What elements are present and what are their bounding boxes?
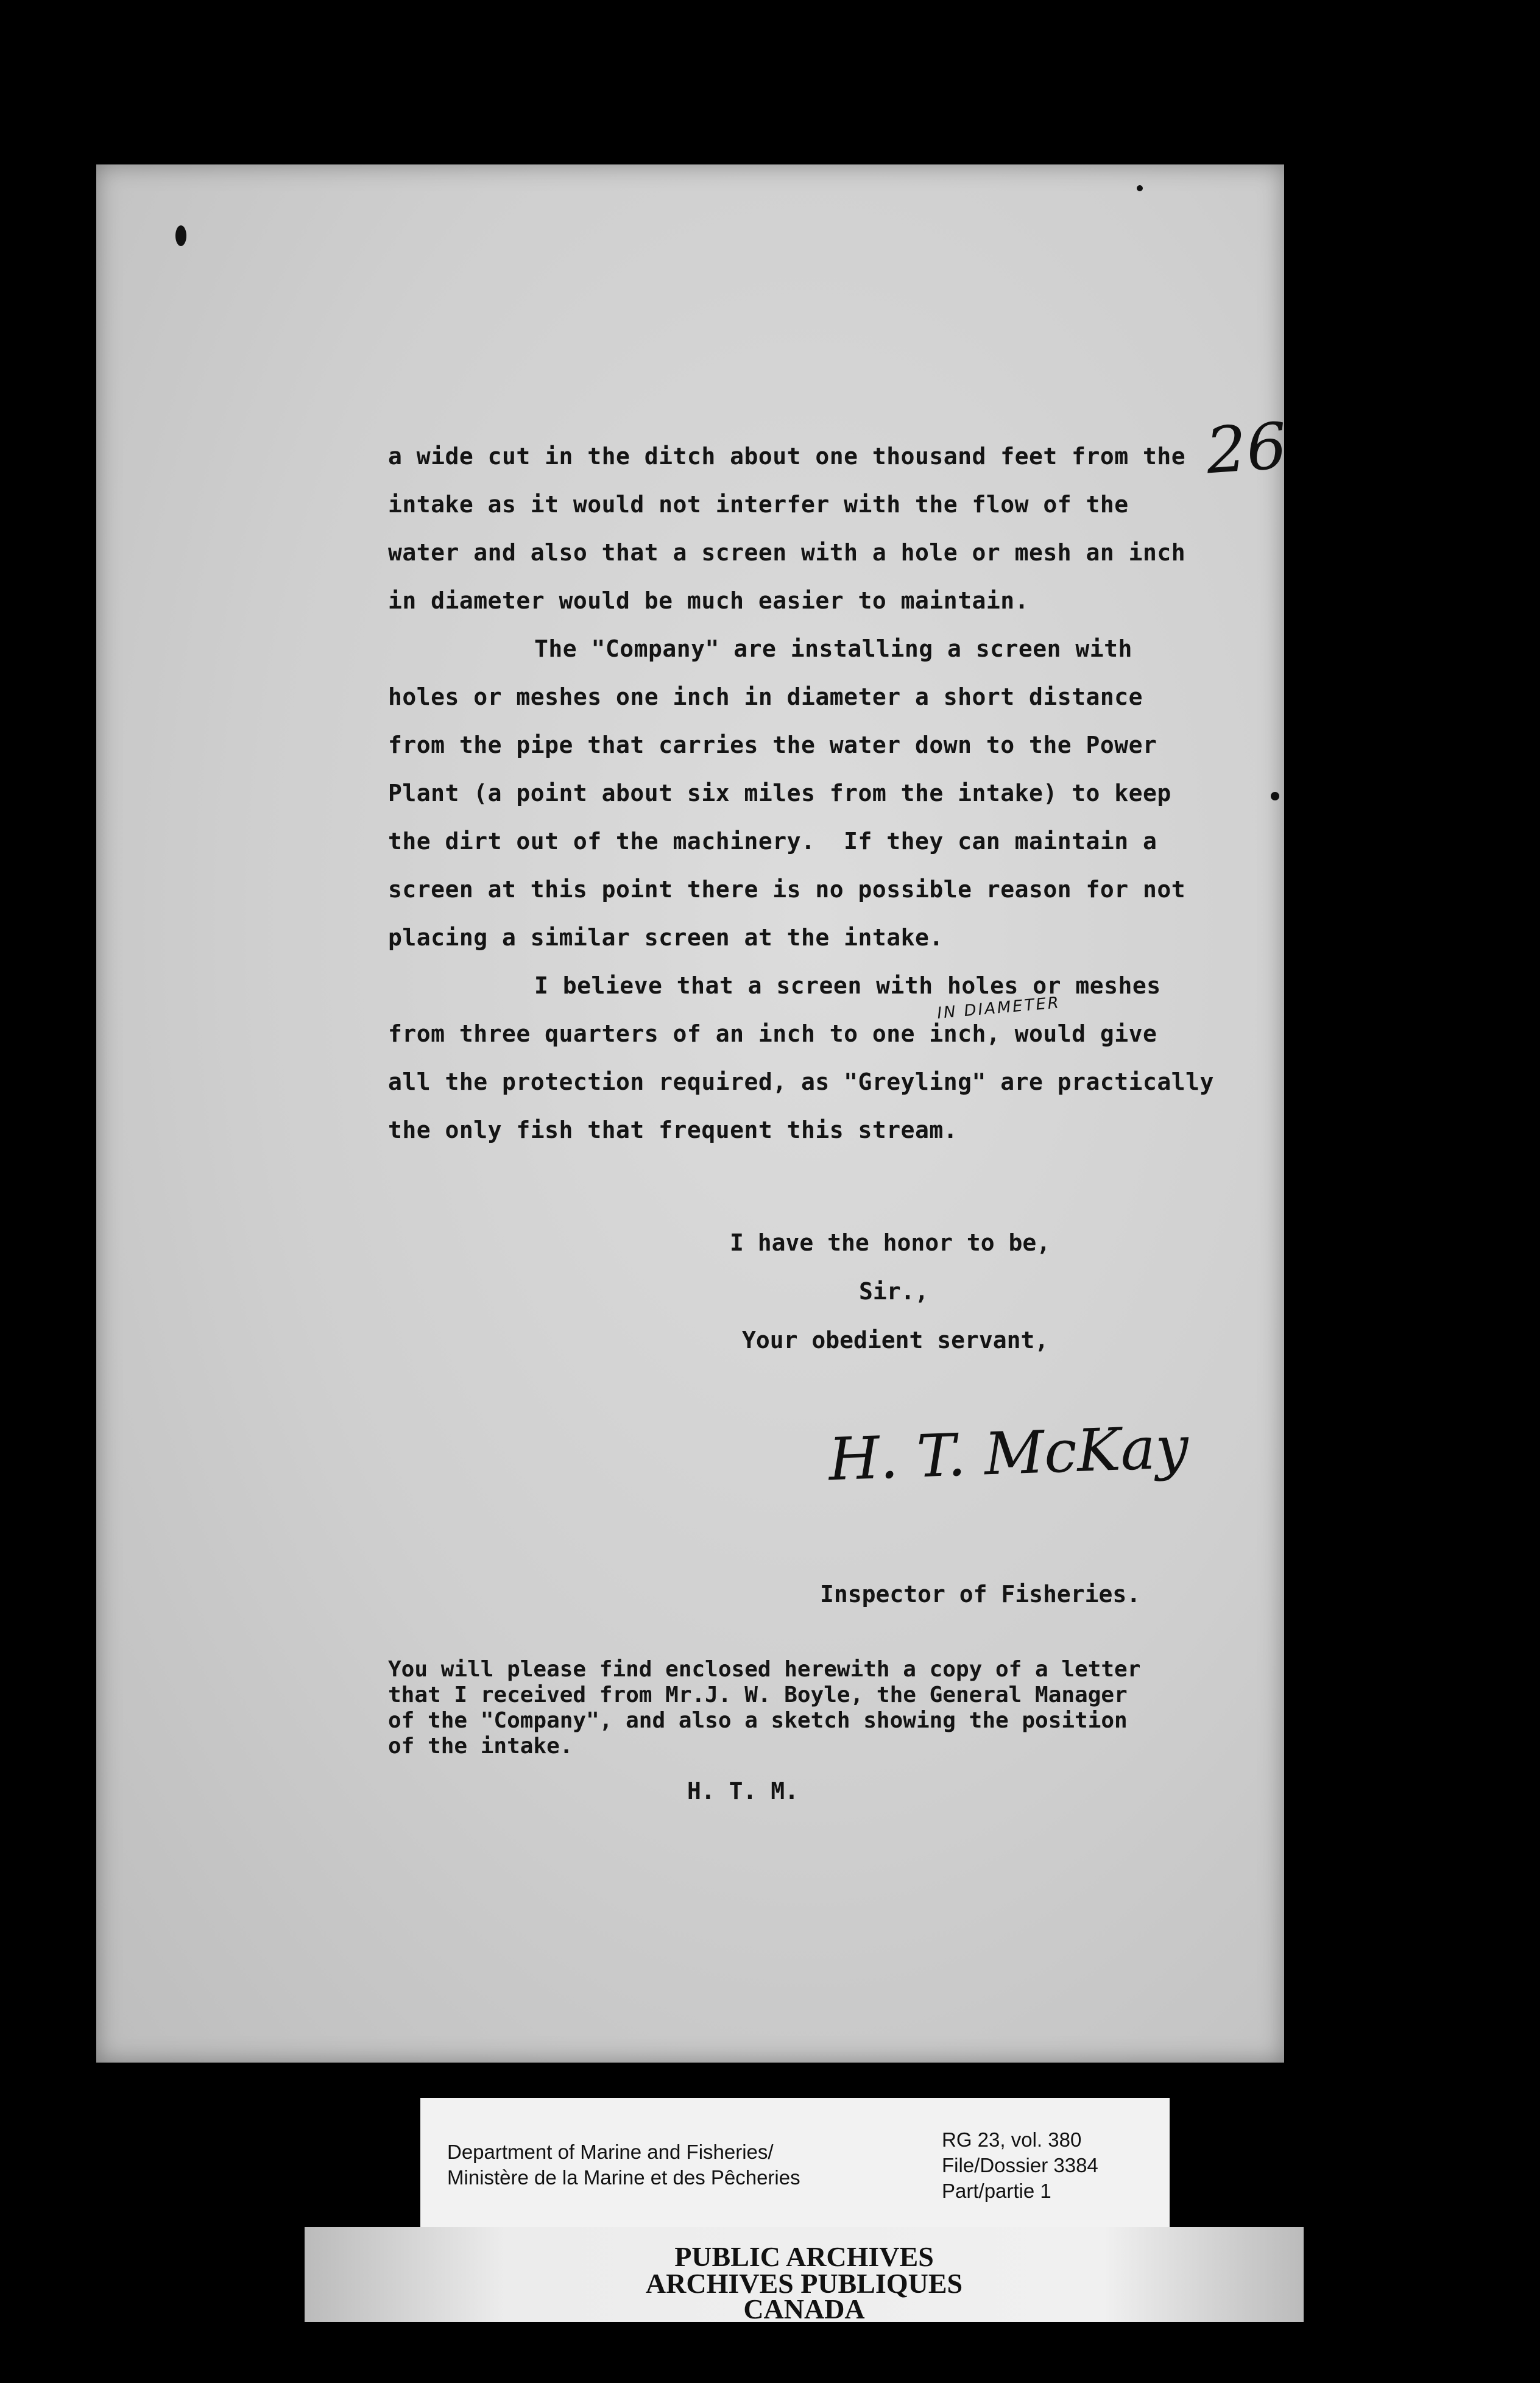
handwritten-insert: IN DIAMETER xyxy=(936,994,1062,1023)
closing-line: Sir., xyxy=(859,1278,929,1305)
page-number: 26 xyxy=(1203,408,1290,489)
ink-speck xyxy=(1137,185,1143,191)
document-page xyxy=(96,164,1290,2063)
postscript-initials: H. T. M. xyxy=(687,1778,799,1804)
closing-line: I have the honor to be, xyxy=(730,1229,1051,1256)
letter-body xyxy=(388,432,1265,1154)
closing-line: Your obedient servant, xyxy=(742,1327,1049,1354)
body-paragraph: I believe that a screen with holes or meshes from three quarters of an inch to one inch, would give all the protection required, as "Greyling" are practically the only fish that frequent this stream. xyxy=(388,972,1214,1143)
record-group: RG 23, vol. 380 xyxy=(942,2128,1082,2151)
body-paragraph: The "Company" are installing a screen with holes or meshes one inch in diameter a short distance from the pipe that carries the water down to the Power Plant (a point about six miles from the intake) to keep the dirt out of the machinery. If they can maintain a screen at this point there is no possible reason for not placing a similar screen at the intake. xyxy=(388,635,1186,951)
postscript: You will please find enclosed herewith a copy of a letter that I received from Mr.J. W. Boyle, the General Manager of the "Company", and also a sketch showing the position of the intake. xyxy=(388,1657,1141,1759)
banner-line: CANADA xyxy=(743,2293,865,2325)
banner-line: ARCHIVES PUBLIQUES xyxy=(645,2268,963,2299)
file-number: File/Dossier 3384 xyxy=(942,2154,1098,2176)
handwritten-signature: H. T. McKay xyxy=(827,1413,1190,1494)
department-english: Department of Marine and Fisheries/ xyxy=(447,2141,774,2163)
ink-speck xyxy=(175,225,186,246)
department-french: Ministère de la Marine et des Pêcheries xyxy=(447,2166,800,2189)
body-paragraph: a wide cut in the ditch about one thousand feet from the intake as it would not interfer with the flow of the water and also that a screen with a hole or mesh an inch in diameter would be much easier to maintain. xyxy=(388,443,1186,614)
part-number: Part/partie 1 xyxy=(942,2180,1051,2202)
public-archives-banner xyxy=(305,2227,1304,2325)
ink-speck xyxy=(1271,792,1279,800)
banner-line: PUBLIC ARCHIVES xyxy=(674,2241,934,2272)
signature-title: Inspector of Fisheries. xyxy=(820,1581,1141,1608)
